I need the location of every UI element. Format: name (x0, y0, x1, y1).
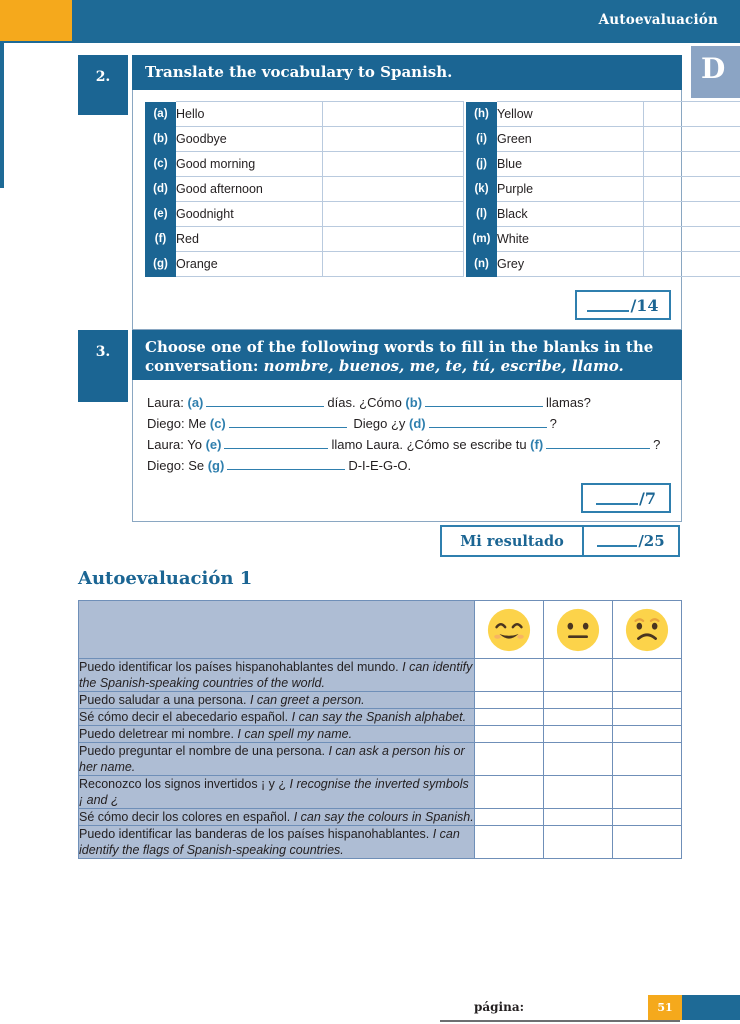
self-assessment-checkbox-cell[interactable] (544, 692, 613, 709)
vocabulary-english-word: Orange (176, 252, 322, 277)
statement-spanish: Puedo identificar los países hispanohablantes del mundo. (79, 660, 403, 674)
self-assessment-checkbox-cell[interactable] (475, 743, 544, 776)
section-letter-tab (690, 45, 740, 98)
page-title: Autoevaluación (598, 12, 718, 28)
vocabulary-answer-cell[interactable] (643, 252, 740, 277)
self-assessment-row (79, 776, 682, 809)
footer-rule (440, 1020, 680, 1022)
self-assessment-statement (79, 809, 475, 826)
exercise-3-word-bank: nombre, buenos, me, te, tú, escribe, llamo. (263, 357, 624, 376)
vocabulary-answer-cell[interactable] (322, 252, 463, 277)
vocabulary-english-word: Green (497, 127, 643, 152)
conversation-speaker: Diego: (147, 458, 185, 473)
vocabulary-answer-cell[interactable] (322, 227, 463, 252)
result-score-box[interactable] (584, 525, 680, 557)
conversation-blank[interactable] (429, 415, 547, 428)
exercise-2-body (132, 90, 682, 330)
self-assessment-checkbox-cell[interactable] (544, 726, 613, 743)
exercise-2-instruction-text: Translate the vocabulary to Spanish. (145, 63, 453, 81)
self-assessment-statement (79, 776, 475, 809)
vocabulary-item-label: (b) (145, 127, 176, 152)
exercise-2-number-label: 2. (95, 69, 111, 85)
vocabulary-table-wrap (133, 90, 681, 285)
conversation-speaker: Laura: (147, 395, 184, 410)
vocabulary-english-word: Blue (497, 152, 643, 177)
vocabulary-row (145, 252, 740, 277)
exercise-2-score-max: /14 (630, 295, 659, 315)
statement-spanish: Puedo identificar las banderas de los países hispanohablantes. (79, 827, 433, 841)
conversation-text: ? (549, 416, 557, 431)
vocabulary-answer-cell[interactable] (643, 127, 740, 152)
vocabulary-english-word: Good morning (176, 152, 322, 177)
self-assessment-checkbox-cell[interactable] (613, 709, 682, 726)
self-assessment-checkbox-cell[interactable] (613, 692, 682, 709)
self-assessment-checkbox-cell[interactable] (475, 692, 544, 709)
conversation-text: llamas? (546, 395, 591, 410)
exercise-2-score-blank[interactable] (587, 299, 629, 312)
vocabulary-item-label: (i) (466, 127, 497, 152)
vocabulary-item-label: (d) (145, 177, 176, 202)
vocabulary-row (145, 227, 740, 252)
conversation-line (147, 455, 667, 476)
conversation-line (147, 413, 667, 434)
vocabulary-row (145, 177, 740, 202)
exercise-3-number-label: 3. (95, 344, 111, 360)
self-assessment-checkbox-cell[interactable] (613, 776, 682, 809)
exercise-2-instruction (132, 55, 682, 90)
self-assessment-checkbox-cell[interactable] (544, 659, 613, 692)
conversation-blank[interactable] (206, 394, 324, 407)
conversation-text: Se (184, 458, 208, 473)
exercise-3-score-blank[interactable] (596, 492, 638, 505)
self-assessment-header-row (79, 601, 682, 659)
page-header-bar (0, 0, 740, 43)
exercise-3-instruction (132, 330, 682, 380)
exercise-3-body (132, 380, 682, 522)
self-assessment-checkbox-cell[interactable] (613, 826, 682, 859)
statement-spanish: Puedo preguntar el nombre de una persona. (79, 744, 329, 758)
self-assessment-checkbox-cell[interactable] (544, 826, 613, 859)
vocabulary-english-word: Purple (497, 177, 643, 202)
self-assessment-title: Autoevaluación 1 (78, 568, 253, 589)
happy-face-icon (475, 601, 544, 659)
conversation-text: ? (653, 437, 661, 452)
statement-spanish: Puedo deletrear mi nombre. (79, 727, 238, 741)
vocabulary-item-label: (k) (466, 177, 497, 202)
left-edge-rule (0, 43, 4, 188)
conversation-blank-label: (a) (187, 395, 204, 410)
vocabulary-answer-cell[interactable] (643, 102, 740, 127)
header-orange-block (0, 0, 72, 41)
self-assessment-checkbox-cell[interactable] (613, 809, 682, 826)
conversation-text: días. ¿Cómo (327, 395, 406, 410)
vocabulary-english-word: Black (497, 202, 643, 227)
vocabulary-item-label: (e) (145, 202, 176, 227)
self-assessment-checkbox-cell[interactable] (475, 726, 544, 743)
statement-spanish: Sé cómo decir los colores en español. (79, 810, 294, 824)
statement-spanish: Sé cómo decir el abecedario español. (79, 710, 292, 724)
conversation-text: Diego ¿y (349, 416, 410, 431)
self-assessment-table (78, 600, 682, 859)
sad-face-icon (613, 601, 682, 659)
vocabulary-english-word: Good afternoon (176, 177, 322, 202)
self-assessment-statement (79, 692, 475, 709)
self-assessment-row (79, 659, 682, 692)
vocabulary-english-word: Yellow (497, 102, 643, 127)
statement-english: I recognise the inverted symbols ¡ and ¿ (79, 777, 469, 807)
vocabulary-answer-cell[interactable] (322, 102, 463, 127)
vocabulary-answer-cell[interactable] (322, 127, 463, 152)
conversation-blank[interactable] (229, 415, 347, 428)
conversation-speaker: Laura: (147, 437, 184, 452)
conversation-blank[interactable] (546, 436, 650, 449)
conversation-line (147, 434, 667, 455)
self-assessment-header-spacer (79, 601, 475, 659)
self-assessment-checkbox-cell[interactable] (613, 659, 682, 692)
vocabulary-answer-cell[interactable] (643, 152, 740, 177)
conversation-speaker: Diego: (147, 416, 185, 431)
overall-result-row (440, 525, 680, 557)
conversation-lines (133, 380, 681, 482)
footer-blue-block (682, 995, 740, 1020)
statement-english: I can ask a person his or her name. (79, 744, 465, 774)
vocabulary-english-word: Goodbye (176, 127, 322, 152)
self-assessment-checkbox-cell[interactable] (613, 726, 682, 743)
vocabulary-item-label: (h) (466, 102, 497, 127)
self-assessment-statement (79, 743, 475, 776)
result-label: Mi resultado (440, 525, 584, 557)
conversation-line (147, 392, 667, 413)
self-assessment-row (79, 692, 682, 709)
vocabulary-answer-cell[interactable] (322, 202, 463, 227)
vocabulary-english-word: White (497, 227, 643, 252)
footer-page-label: página: (474, 1000, 525, 1014)
statement-spanish: Reconozco los signos invertidos ¡ y ¿ (79, 777, 290, 791)
conversation-text: Yo (183, 437, 206, 452)
exercise-2-score-box[interactable] (575, 290, 671, 320)
conversation-blank-label: (c) (209, 416, 226, 431)
vocabulary-row (145, 202, 740, 227)
vocabulary-item-label: (m) (466, 227, 497, 252)
exercise-2-number (78, 55, 128, 115)
self-assessment-checkbox-cell[interactable] (475, 776, 544, 809)
vocabulary-table (145, 101, 740, 277)
statement-english: I can say the Spanish alphabet. (291, 710, 467, 724)
self-assessment-checkbox-cell[interactable] (475, 659, 544, 692)
vocabulary-item-label: (a) (145, 102, 176, 127)
vocabulary-english-word: Red (176, 227, 322, 252)
exercise-3-instruction-text: Choose one of the following words to fill in the blanks in the conversation: (145, 338, 654, 376)
self-assessment-statement (79, 826, 475, 859)
conversation-blank-label: (b) (405, 395, 423, 410)
vocabulary-answer-cell[interactable] (322, 152, 463, 177)
statement-english: I can greet a person. (249, 693, 365, 707)
statement-english: I can identify the flags of Spanish-speaking countries. (79, 827, 460, 857)
vocabulary-answer-cell[interactable] (643, 202, 740, 227)
self-assessment-checkbox-cell[interactable] (475, 809, 544, 826)
vocabulary-item-label: (c) (145, 152, 176, 177)
self-assessment-statement (79, 709, 475, 726)
vocabulary-item-label: (l) (466, 202, 497, 227)
neutral-face-icon (544, 601, 613, 659)
conversation-blank[interactable] (224, 436, 328, 449)
self-assessment-row (79, 826, 682, 859)
self-assessment-checkbox-cell[interactable] (544, 709, 613, 726)
footer-page-number: 51 (648, 995, 682, 1020)
self-assessment-row (79, 726, 682, 743)
vocabulary-answer-cell[interactable] (643, 227, 740, 252)
section-letter-label: D (701, 52, 726, 85)
self-assessment-row (79, 809, 682, 826)
conversation-text: Me (184, 416, 210, 431)
vocabulary-row (145, 152, 740, 177)
self-assessment-checkbox-cell[interactable] (544, 743, 613, 776)
statement-english: I can spell my name. (237, 727, 353, 741)
vocabulary-answer-cell[interactable] (322, 177, 463, 202)
vocabulary-answer-cell[interactable] (643, 177, 740, 202)
conversation-blank-label: (g) (207, 458, 225, 473)
statement-english: I can say the colours in Spanish. (293, 810, 474, 824)
self-assessment-checkbox-cell[interactable] (544, 809, 613, 826)
vocabulary-english-word: Goodnight (176, 202, 322, 227)
statement-spanish: Puedo saludar a una persona. (79, 693, 250, 707)
self-assessment-row (79, 743, 682, 776)
self-assessment-row (79, 709, 682, 726)
vocabulary-english-word: Grey (497, 252, 643, 277)
self-assessment-checkbox-cell[interactable] (544, 776, 613, 809)
statement-english: I can identify the Spanish-speaking countries of the world. (79, 660, 473, 690)
conversation-text: llamo Laura. ¿Cómo se escribe tu (331, 437, 531, 452)
exercise-3-number (78, 330, 128, 402)
conversation-text: D-I-E-G-O. (348, 458, 412, 473)
vocabulary-english-word: Hello (176, 102, 322, 127)
result-score-max: /25 (638, 532, 665, 550)
self-assessment-checkbox-cell[interactable] (475, 826, 544, 859)
conversation-blank[interactable] (425, 394, 543, 407)
vocabulary-item-label: (j) (466, 152, 497, 177)
vocabulary-row (145, 102, 740, 127)
conversation-blank-label: (e) (205, 437, 222, 452)
vocabulary-item-label: (n) (466, 252, 497, 277)
conversation-blank-label: (d) (409, 416, 426, 431)
self-assessment-statement (79, 726, 475, 743)
exercise-3-score-box[interactable] (581, 483, 671, 513)
conversation-blank[interactable] (227, 457, 345, 470)
exercise-3-score-max: /7 (639, 488, 656, 508)
self-assessment-checkbox-cell[interactable] (475, 709, 544, 726)
result-score-blank[interactable] (597, 535, 637, 547)
self-assessment-checkbox-cell[interactable] (613, 743, 682, 776)
vocabulary-row (145, 127, 740, 152)
self-assessment-statement (79, 659, 475, 692)
vocabulary-item-label: (g) (145, 252, 176, 277)
conversation-blank-label: (f) (530, 437, 544, 452)
vocabulary-item-label: (f) (145, 227, 176, 252)
